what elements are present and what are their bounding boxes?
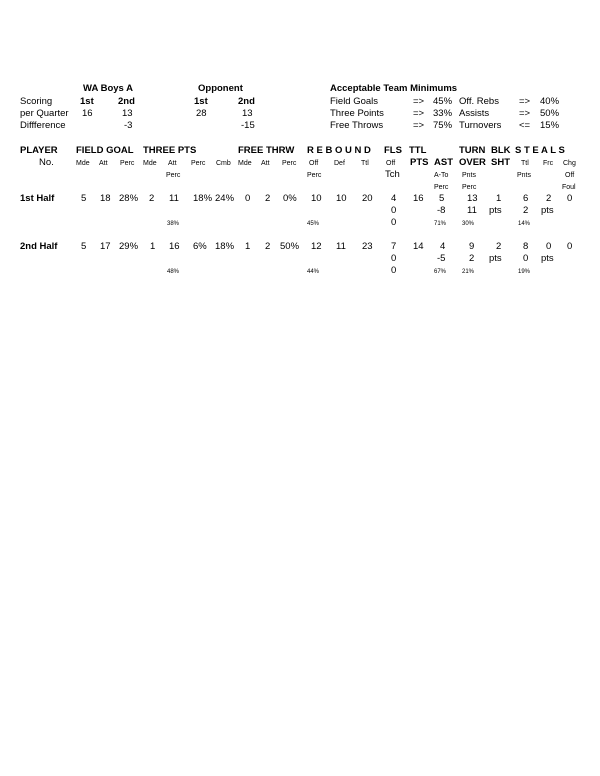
- sub-ast: AST: [434, 157, 453, 168]
- tp-att: 16: [169, 241, 180, 252]
- reb-off: 10: [311, 193, 322, 204]
- sub-tch: Tch: [385, 169, 400, 180]
- stl-chg: 0: [567, 241, 573, 252]
- reb-def: 11: [336, 241, 346, 252]
- reb-def: 10: [336, 193, 347, 204]
- blk: 2: [496, 241, 502, 252]
- minimums-title: Acceptable Team Minimums: [330, 83, 458, 94]
- stl-ttl: 6: [523, 193, 529, 204]
- sub-chg-off: Off: [565, 172, 575, 179]
- sub-fg-mde: Mde: [76, 160, 90, 167]
- sub-stl-pnts: Pnts: [517, 172, 532, 179]
- min-turnovers-value: 15%: [540, 120, 560, 131]
- min-3pt-label: Three Points: [330, 108, 384, 119]
- group-rebound: R E B O U N D: [307, 145, 371, 156]
- fg-perc: 29%: [119, 241, 139, 252]
- ft-att: 2: [265, 193, 271, 204]
- sub-pts: PTS: [410, 157, 429, 168]
- tp-perc: 6%: [193, 241, 207, 252]
- tp-perc: 18%: [193, 193, 213, 204]
- fls-off: 4: [391, 193, 397, 204]
- opp-q1-score: 28: [196, 108, 207, 119]
- opponent-label: Opponent: [198, 83, 243, 94]
- fls-foul: 0: [391, 265, 397, 276]
- ft-made: 1: [245, 241, 251, 252]
- sub-stl-chg: Chg: [563, 160, 576, 167]
- opp-q2-score: 13: [242, 108, 253, 119]
- row-label-per-quarter: per Quarter: [20, 108, 69, 119]
- ft-perc: 0%: [283, 193, 297, 204]
- stl-pnts: 2: [523, 205, 529, 216]
- sub-ft-mde: Mde: [238, 160, 252, 167]
- min-turnovers-label: Turnovers: [459, 120, 502, 131]
- stl-ttl: 8: [523, 241, 529, 252]
- team-q2-score: 13: [122, 108, 133, 119]
- group-ttl: TTL: [409, 145, 427, 156]
- tp-att-perc: 38%: [167, 221, 180, 227]
- min-3pt-op: =>: [413, 108, 425, 119]
- team-difference: -3: [124, 120, 133, 131]
- min-turnovers-op: <=: [519, 120, 531, 131]
- sub-off-perc: Perc: [307, 172, 322, 179]
- min-fg-op: =>: [413, 96, 425, 107]
- opp-difference: -15: [241, 120, 255, 131]
- sub-stl-frc: Frc: [543, 160, 554, 167]
- min-assists-op: =>: [519, 108, 531, 119]
- stl-frc: 2: [546, 193, 552, 204]
- stl-perc: 14%: [518, 221, 531, 227]
- sub-reb-ttl: Ttl: [361, 160, 369, 167]
- min-offreb-label: Off. Rebs: [459, 96, 499, 107]
- group-turn: TURN: [459, 145, 486, 156]
- stl-pts-label: pts: [541, 253, 554, 264]
- team-col-1st: 1st: [80, 96, 94, 107]
- tp-att-perc: 48%: [167, 269, 180, 275]
- sub-fg-att: Att: [99, 160, 108, 167]
- stl-pts-label: pts: [541, 205, 554, 216]
- tp-cmb: 18%: [215, 241, 235, 252]
- group-fls: FLS: [384, 145, 402, 156]
- turn-pnts: 11: [467, 205, 477, 216]
- min-fg-label: Field Goals: [330, 96, 379, 107]
- team-col-2nd: 2nd: [118, 96, 135, 107]
- sub-no: No.: [39, 157, 54, 168]
- fg-att: 17: [100, 241, 111, 252]
- reb-ttl: 23: [362, 241, 373, 252]
- min-ft-label: Free Throws: [330, 120, 384, 131]
- tp-made: 2: [149, 193, 155, 204]
- ato: -5: [437, 253, 446, 264]
- fls-tch: 0: [391, 205, 397, 216]
- group-field-goal: FIELD GOAL: [76, 145, 134, 156]
- sub-foul: Foul: [562, 184, 576, 191]
- sub-reb-off: Off: [309, 160, 319, 167]
- group-steals: S T E A L S: [515, 145, 565, 156]
- stl-perc: 19%: [518, 269, 531, 275]
- sub-stl-ttl: Ttl: [521, 160, 529, 167]
- ft-made: 0: [245, 193, 251, 204]
- row-label: 2nd Half: [20, 241, 58, 252]
- min-assists-label: Assists: [459, 108, 490, 119]
- fg-perc: 28%: [119, 193, 139, 204]
- group-blk: BLK: [491, 145, 511, 156]
- tp-cmb: 24%: [215, 193, 235, 204]
- turn-over: 13: [467, 193, 478, 204]
- ast: 4: [440, 241, 446, 252]
- min-assists-value: 50%: [540, 108, 560, 119]
- blk-pts-label: pts: [489, 205, 502, 216]
- min-offreb-op: =>: [519, 96, 531, 107]
- fg-made: 5: [81, 241, 87, 252]
- turn-pnts: 2: [469, 253, 475, 264]
- sub-fg-perc: Perc: [120, 160, 135, 167]
- off-perc: 44%: [307, 269, 320, 275]
- turn-perc: 30%: [462, 221, 475, 227]
- fg-made: 5: [81, 193, 87, 204]
- off-perc: 45%: [307, 221, 320, 227]
- ato-perc: 71%: [434, 221, 447, 227]
- sub-turn-pnts: Pnts: [462, 172, 477, 179]
- ttl-pts: 16: [413, 193, 424, 204]
- fls-foul: 0: [391, 217, 397, 228]
- sub-3p-att-perc: Perc: [166, 172, 181, 179]
- stl-chg: 0: [567, 193, 573, 204]
- turn-over: 9: [469, 241, 475, 252]
- min-ft-value: 75%: [433, 120, 453, 131]
- sub-reb-def: Def: [334, 160, 345, 167]
- tp-made: 1: [150, 241, 156, 252]
- ft-att: 2: [265, 241, 271, 252]
- sub-over: OVER: [459, 157, 486, 168]
- opp-col-2nd: 2nd: [238, 96, 255, 107]
- sub-turn-perc: Perc: [462, 184, 477, 191]
- ttl-pts: 14: [413, 241, 424, 252]
- ft-perc: 50%: [280, 241, 300, 252]
- sub-ato-perc: Perc: [434, 184, 449, 191]
- reb-ttl: 20: [362, 193, 373, 204]
- ato: -8: [437, 205, 446, 216]
- row-label-difference: Diffference: [20, 120, 66, 131]
- min-ft-op: =>: [413, 120, 425, 131]
- sub-fls-off: Off: [386, 160, 396, 167]
- min-3pt-value: 33%: [433, 108, 453, 119]
- fls-tch: 0: [391, 253, 397, 264]
- opp-col-1st: 1st: [194, 96, 208, 107]
- fls-off: 7: [391, 241, 397, 252]
- turn-perc: 21%: [462, 269, 475, 275]
- reb-off: 12: [311, 241, 322, 252]
- fg-att: 18: [100, 193, 111, 204]
- sub-3p-mde: Mde: [143, 160, 157, 167]
- ast: 5: [439, 193, 445, 204]
- tp-att: 11: [169, 193, 179, 204]
- blk-pts-label: pts: [489, 253, 502, 264]
- blk: 1: [496, 193, 502, 204]
- sub-sht: SHT: [491, 157, 510, 168]
- sub-ft-att: Att: [261, 160, 270, 167]
- sub-3p-att: Att: [168, 160, 177, 167]
- group-player: PLAYER: [20, 145, 58, 156]
- team-q1-score: 16: [82, 108, 93, 119]
- stl-frc: 0: [546, 241, 552, 252]
- row-label-scoring: Scoring: [20, 96, 53, 107]
- stl-pnts: 0: [523, 253, 529, 264]
- sub-ft-perc: Perc: [282, 160, 297, 167]
- sub-3p-perc: Perc: [191, 160, 206, 167]
- min-offreb-value: 40%: [540, 96, 560, 107]
- group-free-throw: FREE THRW: [238, 145, 295, 156]
- sub-ato: A-To: [434, 172, 449, 179]
- ato-perc: 67%: [434, 269, 447, 275]
- group-three-pts: THREE PTS: [143, 145, 197, 156]
- min-fg-value: 45%: [433, 96, 453, 107]
- sub-cmb: Cmb: [216, 160, 231, 167]
- row-label: 1st Half: [20, 193, 55, 204]
- team-label: WA Boys A: [83, 83, 133, 94]
